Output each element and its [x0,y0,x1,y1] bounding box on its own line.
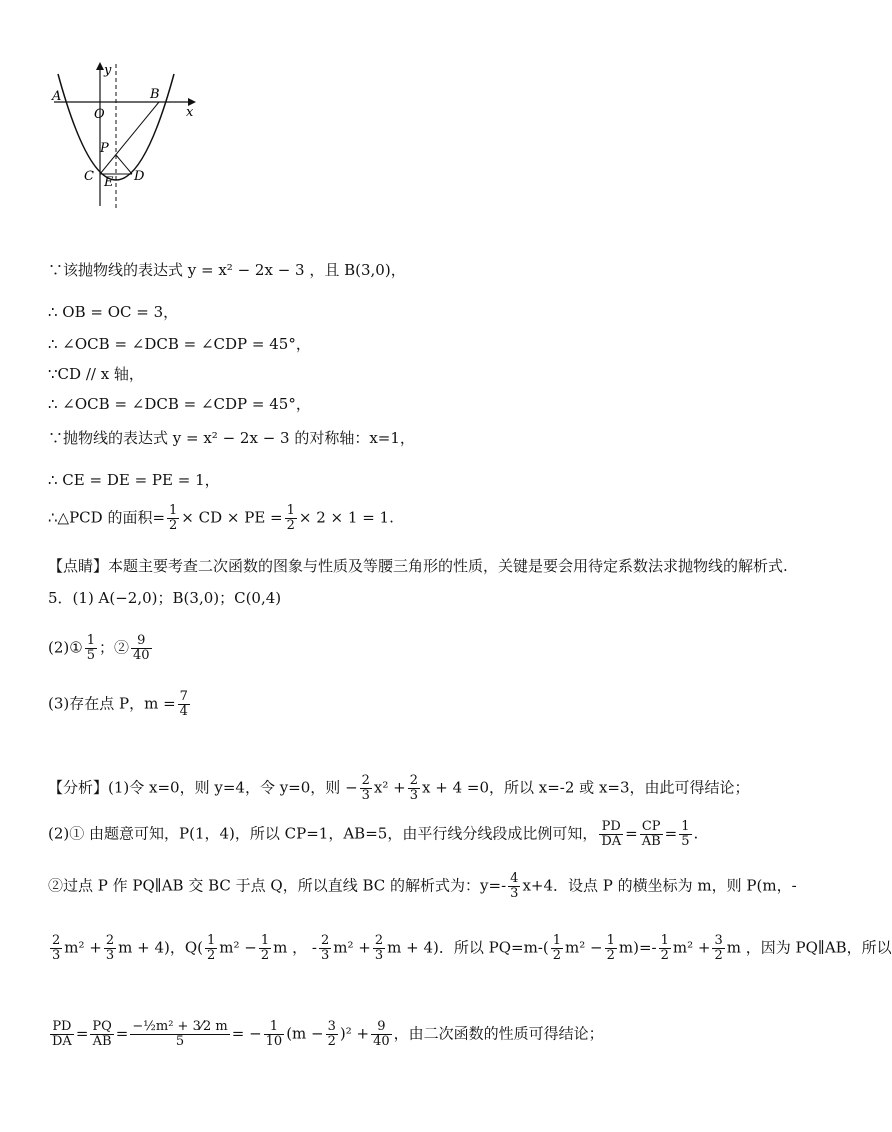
label-a: A [52,89,62,104]
fraction: $\frac{2}{3}$ [409,773,419,803]
text-seg: m + 4)．所以 PQ=m-( [387,938,549,957]
fraction: $\frac{1}{5}$ [681,819,690,849]
text-seg: m ， - [273,938,317,957]
label-x: x [186,105,194,120]
fraction: $\frac{1}{2}$ [207,933,216,963]
label-y: y [104,63,112,78]
label-b: B [150,87,160,102]
label-e: E [104,175,114,190]
text-seg: (3)存在点 P，m = [48,694,176,713]
fraction: $\frac{1}{5}$ [86,633,95,663]
text-seg: x + 4 =0，所以 x=-2 或 x=3，由此可得结论； [422,778,750,797]
fraction: $\frac{1}{2}$ [660,933,669,963]
y-axis-arrow [96,62,104,70]
fraction: $\frac{2}{3}$ [361,773,370,803]
text-line: ∵CD // x 轴， [48,365,144,383]
fraction: $\frac{4}{3}$ [510,871,519,901]
text-seg: ，由二次函数的性质可得结论； [393,1024,604,1043]
fraction: $\frac{1}{2}$ [552,933,562,963]
text-seg: 【分析】(1)令 x=0，则 y=4，令 y=0，则 − [48,778,358,797]
fraction: $\frac{1}{2}$ [169,503,178,533]
text-seg: x² + [373,778,406,797]
text-seg: )² + [339,1024,370,1043]
parabola-figure [44,56,204,216]
text-seg: ∴△PCD 的面积= [48,508,166,527]
text-seg: m² + [672,938,711,957]
fraction: $\frac{3}{2}$ [714,933,723,963]
text-line: ∴ CE = DE = PE = 1， [48,471,220,489]
fraction: $\frac{2}{3}$ [321,933,330,963]
analysis-line-4 [48,934,892,963]
text-line: ∵该抛物线的表达式 y = x² − 2x − 3 ，且 B(3,0)， [48,261,406,279]
label-o: O [94,107,105,122]
fraction: $\frac{PD}{DA}$ [601,819,622,849]
text-seg: (2)① 由题意可知，P(1，4)，所以 CP=1，AB=5，由平行线分线段成比例可知， [48,824,598,843]
text-line: ∵抛物线的表达式 y = x² − 2x − 3 的对称轴：x=1， [48,429,415,447]
text-line: ∴ OB = OC = 3， [48,303,179,321]
label-c: C [84,169,94,184]
answer-line-3 [48,690,192,719]
text-seg: × CD × PE = [181,508,283,527]
fraction: $\frac{2}{3}$ [52,933,61,963]
fraction: $\frac{9}{40}$ [373,1019,390,1049]
text-seg: m² + [333,938,371,957]
label-d: D [134,169,145,184]
fraction: $\frac{1}{10}$ [265,1019,283,1049]
text-line: 【点睛】本题主要考查二次函数的图象与性质及等腰三角形的性质，关键是要会用待定系数法求抛物线的解析式. [48,557,788,575]
fraction: $\frac{3}{2}$ [327,1019,336,1049]
segment-cb [100,102,159,174]
analysis-line-1 [48,774,750,803]
fraction: $\frac{PQ}{AB}$ [92,1019,112,1049]
fraction: $\frac{1}{2}$ [606,933,615,963]
fraction: $\frac{PD}{DA}$ [52,1019,72,1049]
segment-pd [116,155,132,174]
text-seg: = − [231,1024,262,1043]
fraction: $\frac{9}{40}$ [133,633,150,663]
text-seg: m² − [219,938,257,957]
analysis-line-5: $\frac{PD}{DA}$ = $\frac{PQ}{AB}$ = $\frac{\text{−½m² + 3⁄2 m}}{5}$ = − $\frac{1}{10}$ (m − $\frac{3}{2}$ )² + $\frac{9}{40}$ ，由二次函数的性质可得结论； [52,1019,604,1049]
text-line: 5．(1) A(−2,0)；B(3,0)；C(0,4) [48,589,282,607]
text-seg: (2)① [48,638,83,657]
text-seg: ；② [98,638,129,657]
fraction: $\frac{1}{2}$ [260,933,270,963]
text-seg: x+4．设点 P 的横坐标为 m，则 P(m，- [522,876,797,895]
text-seg: m² − [565,938,603,957]
text-seg: m)=- [618,938,657,957]
analysis-line-3 [48,872,797,901]
text-seg: m² + [64,938,102,957]
text-line: ∴ ∠OCB = ∠DCB = ∠CDP = 45°， [48,335,311,353]
fraction: $\frac{2}{3}$ [105,933,115,963]
text-seg: × 2 × 1 = 1. [298,508,394,527]
text-line: ∴ ∠OCB = ∠DCB = ∠CDP = 45°， [48,395,311,413]
analysis-line-2: (2)① 由题意可知，P(1，4)，所以 CP=1，AB=5，由平行线分线段成比例可知， $\frac{PD}{DA}$ = $\frac{CP}{AB}$ = $\frac{1}{5}$ . [48,819,699,849]
label-p: P [100,141,109,156]
fraction: $\frac{2}{3}$ [374,933,384,963]
fraction: $\frac{CP}{AB}$ [641,819,661,849]
fraction: $\frac{1}{2}$ [286,503,295,533]
fraction: $\frac{7}{4}$ [179,689,188,719]
answer-line-2 [48,634,154,663]
text-seg: (m − [286,1024,324,1043]
fraction: $\frac{\text{−½m² + 3⁄2 m}}{5}$ [132,1019,228,1049]
text-seg: ②过点 P 作 PQ∥AB 交 BC 于点 Q，所以直线 BC 的解析式为：y=- [48,876,507,895]
text-seg: m + 4)，Q( [118,938,204,957]
text-seg: m ，因为 PQ∥AB，所以 [726,938,892,957]
area-line [48,504,394,533]
